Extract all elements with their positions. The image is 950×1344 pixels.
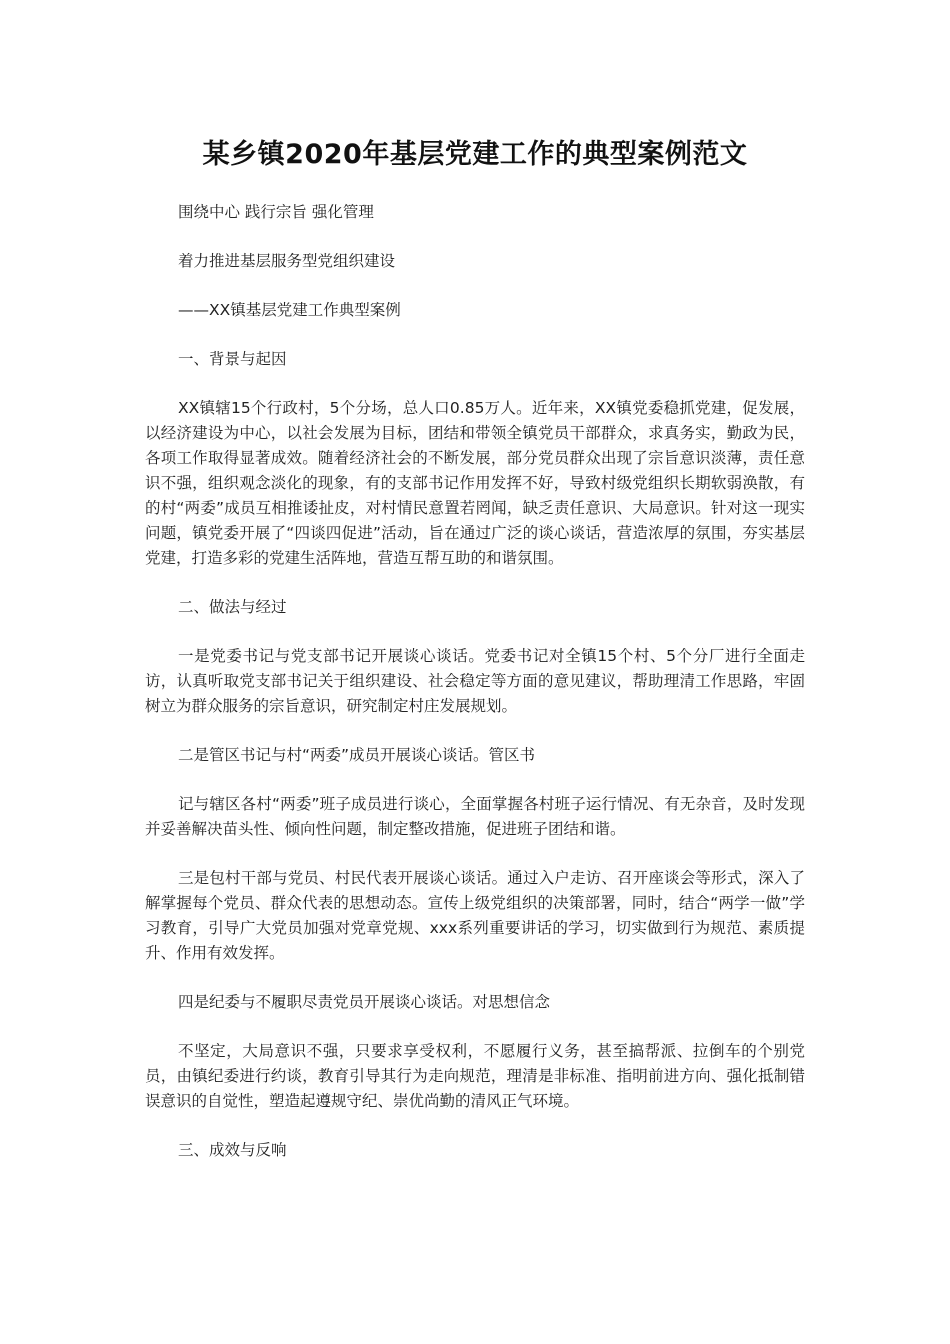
document-title: 某乡镇2020年基层党建工作的典型案例范文 [202, 139, 748, 170]
paragraph-method-2-start: 二是管区书记与村“两委”成员开展谈心谈话。管区书 [178, 746, 536, 764]
paragraph-method-3: 三是包村干部与党员、村民代表开展谈心谈话。通过入户走访、召开座谈会等形式，深入了解掌握每个党员、群众代表的思想动态。宣传上级党组织的决策部署，同时，结合“两学一做”学习教育，引导广大党员加强对党章党规、xxx系列重要讲话的学习，切实做到行为规范、素质提升、作用有效发挥。 [145, 869, 805, 962]
section-heading-results: 三、成效与反响 [178, 1141, 287, 1159]
paragraph-method-4-cont: 不坚定，大局意识不强，只要求享受权利，不愿履行义务，甚至搞帮派、拉倒车的个别党员，由镇纪委进行约谈，教育引导其行为走向规范，理清是非标准、指明前进方向、强化抵制错误意识的自觉性，塑造起遵规守纪、崇优尚勤的清风正气环境。 [145, 1042, 805, 1110]
subtitle-line-1: 围绕中心 践行宗旨 强化管理 [178, 203, 374, 221]
paragraph-method-4-start: 四是纪委与不履职尽责党员开展谈心谈话。对思想信念 [178, 993, 551, 1011]
document-body [145, 200, 805, 1163]
subtitle-line-3: ——XX镇基层党建工作典型案例 [178, 301, 401, 319]
section-heading-methods: 二、做法与经过 [178, 598, 287, 616]
section-heading-background: 一、背景与起因 [178, 350, 287, 368]
paragraph-method-1: 一是党委书记与党支部书记开展谈心谈话。党委书记对全镇15个村、5个分厂进行全面走访，认真听取党支部书记关于组织建设、社会稳定等方面的意见建议，帮助理清工作思路，牢固树立为群众服务的宗旨意识，研究制定村庄发展规划。 [145, 647, 805, 715]
paragraph-background: XX镇辖15个行政村，5个分场，总人口0.85万人。近年来，XX镇党委稳抓党建，促发展，以经济建设为中心，以社会发展为目标，团结和带领全镇党员干部群众，求真务实，勤政为民，各项工作取得显著成效。随着经济社会的不断发展，部分党员群众出现了宗旨意识淡薄，责任意识不强，组织观念淡化的现象，有的支部书记作用发挥不好，导致村级党组织长期软弱涣散，有的村“两委”成员互相推诿扯皮，对村情民意置若罔闻，缺乏责任意识、大局意识。针对这一现实问题，镇党委开展了“四谈四促进”活动，旨在通过广泛的谈心谈话，营造浓厚的氛围，夯实基层党建，打造多彩的党建生活阵地，营造互帮互助的和谐氛围。 [145, 399, 805, 567]
subtitle-line-2: 着力推进基层服务型党组织建设 [178, 252, 396, 270]
paragraph-method-2-cont: 记与辖区各村“两委”班子成员进行谈心，全面掌握各村班子运行情况、有无杂音，及时发现并妥善解决苗头性、倾向性问题，制定整改措施，促进班子团结和谐。 [145, 795, 805, 838]
